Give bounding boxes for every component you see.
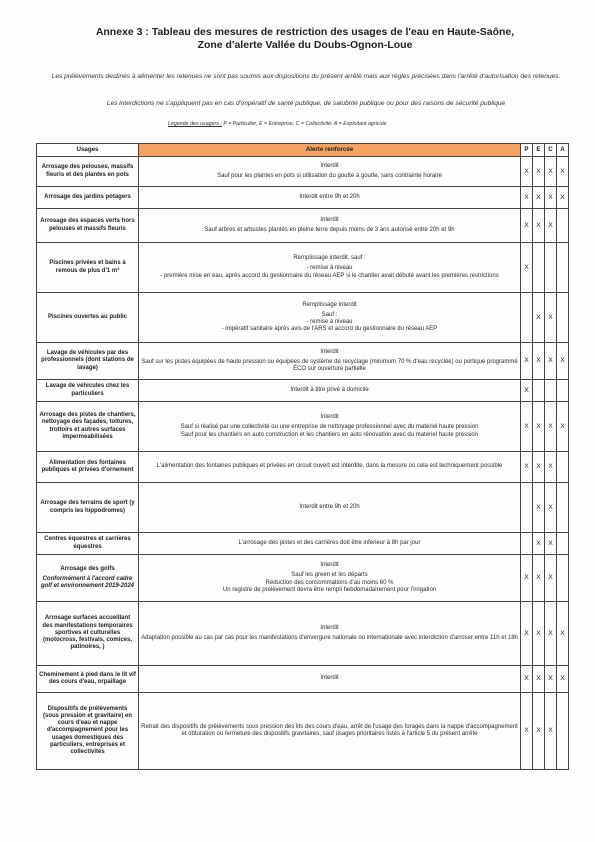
measure-cell — [139, 343, 521, 380]
mark-a — [557, 533, 569, 555]
table-row — [37, 380, 569, 402]
mark-e: X — [533, 343, 545, 380]
mark-c: X — [545, 402, 557, 452]
usage-label: Arrosage des jardins potagers — [44, 193, 131, 200]
usage-cell — [37, 293, 139, 343]
measure-cell — [139, 666, 521, 693]
header-p: P — [521, 144, 533, 157]
usage-label: Arrosage surfaces accueillant des manifestations temporaires sportives et culturelles (motocross, festivals, comices, patinoires, ) — [42, 615, 133, 651]
table-row — [37, 666, 569, 693]
table-row — [37, 483, 569, 533]
mark-p: X — [521, 666, 533, 693]
usage-cell — [37, 343, 139, 380]
measure-line: Sauf sur les pistes équipées de haute pression ou équipées de système de recyclage (minimum 70 % d'eau recyclée) ou portique programmé ÉCO sur ouverture partielle — [141, 358, 518, 373]
usage-label: Alimentation des fontaines publiques et privées d'ornement — [41, 459, 134, 473]
measure-line: L'arrosage des pistes et des carrières doit être inférieur à 8h par jour — [238, 539, 421, 546]
measure-cell — [139, 157, 521, 187]
usage-label: Arrosage des pelouses, massifs fleuris et des plantes en pots — [41, 164, 134, 178]
usage-cell — [37, 157, 139, 187]
mark-e: X — [533, 209, 545, 243]
usage-cell — [37, 380, 139, 402]
mark-p: X — [521, 209, 533, 243]
mark-p: X — [521, 693, 533, 770]
measure-line: - remise à niveau — [306, 265, 353, 272]
measure-line: Interdit entre 9h et 20h — [299, 193, 360, 200]
measure-cell — [139, 693, 521, 770]
mark-p: X — [521, 243, 533, 293]
mark-c: X — [545, 555, 557, 602]
mark-p — [521, 293, 533, 343]
usage-label: Piscines ouvertes au public — [47, 313, 128, 320]
measure-cell — [139, 380, 521, 402]
measure-title: Interdit — [320, 162, 339, 169]
title-line-1: Annexe 3 : Tableau des mesures de restriction des usages de l'eau en Haute-Saône, — [95, 26, 515, 38]
measure-line: Sauf arbres et arbustes plantés en pleine terre depuis moins de 3 ans autorisé entre 20h et 9h — [204, 227, 455, 233]
table-row — [37, 343, 569, 380]
mark-c: X — [545, 666, 557, 693]
mark-a — [557, 452, 569, 483]
mark-c: X — [545, 187, 557, 209]
mark-p: X — [521, 157, 533, 187]
mark-e — [533, 243, 545, 293]
table-row — [37, 402, 569, 452]
usage-cell — [37, 209, 139, 243]
mark-e: X — [533, 483, 545, 533]
usage-cell — [37, 693, 139, 770]
usage-cell — [37, 483, 139, 533]
usage-cell — [37, 402, 139, 452]
mark-p: X — [521, 555, 533, 602]
header-c: C — [545, 144, 557, 157]
mark-a — [557, 483, 569, 533]
mark-e — [533, 380, 545, 402]
mark-a: X — [557, 666, 569, 693]
mark-a: X — [557, 187, 569, 209]
usage-cell — [37, 243, 139, 293]
table-row — [37, 693, 569, 770]
usage-label: Centres équestres et carrières équestres — [44, 536, 131, 550]
usage-cell — [37, 666, 139, 693]
header-alerte-renforcee: Alerte renforcée — [139, 144, 521, 157]
usage-label: Arrosage des golfs — [60, 565, 115, 572]
usage-cell — [37, 452, 139, 483]
mark-e: X — [533, 157, 545, 187]
measure-line: Sauf pour les plantes en pots si utilisation du goutte à goutte, sans contrainte horaire — [217, 173, 442, 179]
measure-line: Interdit entre 9h et 20h — [299, 503, 360, 510]
mark-a — [557, 243, 569, 293]
mark-c — [545, 380, 557, 402]
mark-c: X — [545, 483, 557, 533]
mark-e: X — [533, 602, 545, 666]
mark-p — [521, 533, 533, 555]
usage-cell — [37, 602, 139, 666]
measure-title: Interdit — [320, 216, 339, 223]
mark-p: X — [521, 602, 533, 666]
usage-cell — [37, 187, 139, 209]
usage-label: Arrosage des pistes de chantiers, nettoyage des façades, toitures, trottoirs et autres surfaces imperméabilisées — [39, 412, 136, 440]
mark-e: X — [533, 693, 545, 770]
usage-cell — [37, 533, 139, 555]
mark-a: X — [557, 157, 569, 187]
measure-cell — [139, 243, 521, 293]
usage-cell — [37, 555, 139, 602]
mark-e: X — [533, 187, 545, 209]
measure-line: - première mise en eau, après accord du gestionnaire du réseau AEP si le chantier avait débuté avant les premières restrictions — [160, 272, 499, 279]
mark-c: X — [545, 452, 557, 483]
mark-e: X — [533, 533, 545, 555]
intro-retenues: Les prélèvements destinés à alimenter les retenues ne sont pas soumis aux dispositions du présent arrêté mais aux règles précisées dans l'arrêté d'autorisation des retenues. — [51, 73, 561, 80]
header-a: A — [557, 144, 569, 157]
measure-title: Interdit — [320, 348, 339, 355]
measure-cell — [139, 209, 521, 243]
table-row — [37, 157, 569, 187]
legend-label: Légende des usagers : — [168, 121, 222, 127]
mark-e: X — [533, 402, 545, 452]
measure-line: Interdit — [320, 675, 339, 682]
users-legend — [168, 121, 387, 127]
measure-line: Interdit à titre privé à domicile — [290, 386, 369, 393]
mark-c: X — [545, 693, 557, 770]
measure-line: - impératif sanitaire après avis de l'ARS et accord du gestionnaire du réseau AEP — [221, 326, 438, 333]
table-header-row — [37, 144, 569, 157]
restrictions-table — [36, 143, 569, 770]
measure-line: Sauf les green et les départs — [291, 572, 368, 579]
intro-exceptions: Les interdictions ne s'appliquent pas en cas d'impératif de santé publique, de salubrité publique ou pour des raisons de sécurité publique — [106, 100, 506, 107]
mark-a — [557, 209, 569, 243]
measure-cell — [139, 293, 521, 343]
table-body — [37, 157, 569, 770]
mark-p — [521, 483, 533, 533]
usage-note: Conformément à l'accord cadre golf et environnement 2019-2024 — [40, 575, 135, 590]
table-row — [37, 243, 569, 293]
measure-line: L'alimentation des fontaines publiques et privées en circuit ouvert est interdite, dans la mesure où cela est techniquement possible — [156, 463, 503, 470]
mark-e: X — [533, 666, 545, 693]
mark-p: X — [521, 452, 533, 483]
mark-p: X — [521, 187, 533, 209]
usage-label: Arrosage des terrains de sport (y compris les hippodromes) — [40, 500, 135, 514]
measure-line: Sauf : — [321, 311, 338, 318]
measure-title: Remplissage interdit — [302, 301, 357, 308]
measure-cell — [139, 402, 521, 452]
mark-c: X — [545, 293, 557, 343]
measure-line: Sauf si réalisé par une collectivité ou une entreprise de nettoyage professionnel avec du matériel haute pression — [180, 424, 479, 431]
mark-a: X — [557, 343, 569, 380]
usage-label: Arrosage des espaces verts hors pelouses et massifs fleuris — [40, 218, 135, 232]
usage-label: Lavage de véhicules chez les particuliers — [45, 383, 130, 397]
table-row — [37, 533, 569, 555]
measure-line: Adaptation possible au cas par cas pour les manifestations d'envergure nationale ou internationale avec interdiction d'arroser entre 11h et 18h — [141, 635, 518, 641]
header-e: E — [533, 144, 545, 157]
mark-c: X — [545, 157, 557, 187]
measure-title: Remplissage interdit, sauf : — [293, 255, 366, 262]
measure-title: Interdit — [320, 624, 339, 631]
measure-line: Réduction des consommations d'au moins 60 % — [265, 579, 394, 586]
mark-p: X — [521, 380, 533, 402]
title-line-2: Zone d'alerte Vallée du Doubs-Ognon-Loue — [197, 39, 413, 51]
measure-title: Interdit — [320, 414, 339, 421]
measure-cell — [139, 452, 521, 483]
measure-cell — [139, 555, 521, 602]
mark-a — [557, 293, 569, 343]
header-usages: Usages — [37, 144, 139, 157]
mark-p: X — [521, 402, 533, 452]
table-row — [37, 187, 569, 209]
mark-e: X — [533, 555, 545, 602]
measure-cell — [139, 187, 521, 209]
table-row — [37, 209, 569, 243]
measure-line: Retrait des dispositifs de prélèvements sous pression des lits des cours d'eau, arrêt de l'usage des forages dans la nappe d'accompagnement et obturation ou fermeture des dispositifs gravitaires, sauf usages prioritaires listés à l'article 5 du présent arrêté — [141, 723, 518, 737]
legend-text: P = Particulier, E = Entreprise, C = Collectivité, A = Exploitant agricole — [223, 121, 387, 127]
mark-a: X — [557, 602, 569, 666]
mark-a — [557, 555, 569, 602]
mark-c: X — [545, 533, 557, 555]
usage-label: Piscines privées et bains à remous de plus d'1 m³ — [49, 260, 126, 274]
mark-a — [557, 380, 569, 402]
measure-cell — [139, 602, 521, 666]
usage-label: Dispositifs de prélèvements (sous pression et gravitaire) en cours d'eau et nappe d'accompagnement pour les usages domestiques des particuliers, entreprises et collectivités — [42, 705, 133, 755]
measure-line: - remise à niveau — [306, 319, 353, 325]
usage-label: Cheminement à pied dans le lit vif des cours d'eau, orpaillage — [39, 671, 136, 685]
mark-c — [545, 243, 557, 293]
mark-c: X — [545, 209, 557, 243]
mark-e: X — [533, 452, 545, 483]
table-row — [37, 452, 569, 483]
mark-a: X — [557, 402, 569, 452]
table-row — [37, 555, 569, 602]
mark-c: X — [545, 343, 557, 380]
measure-line: Sauf pour les chantiers en auto construction et les chantiers en auto rénovation avec du matériel haute pression — [180, 431, 479, 438]
mark-e: X — [533, 293, 545, 343]
mark-p: X — [521, 343, 533, 380]
table-row — [37, 293, 569, 343]
mark-a — [557, 693, 569, 770]
mark-c: X — [545, 602, 557, 666]
measure-line: Un registre de prélèvement devra être rempli hebdomadairement pour l'irrigation — [222, 586, 437, 593]
measure-cell — [139, 533, 521, 555]
document-title — [60, 26, 550, 52]
measure-cell — [139, 483, 521, 533]
table-row — [37, 602, 569, 666]
measure-title: Interdit — [320, 562, 339, 569]
usage-label: Lavage de véhicules par des professionnels (dont stations de lavage) — [41, 350, 134, 371]
